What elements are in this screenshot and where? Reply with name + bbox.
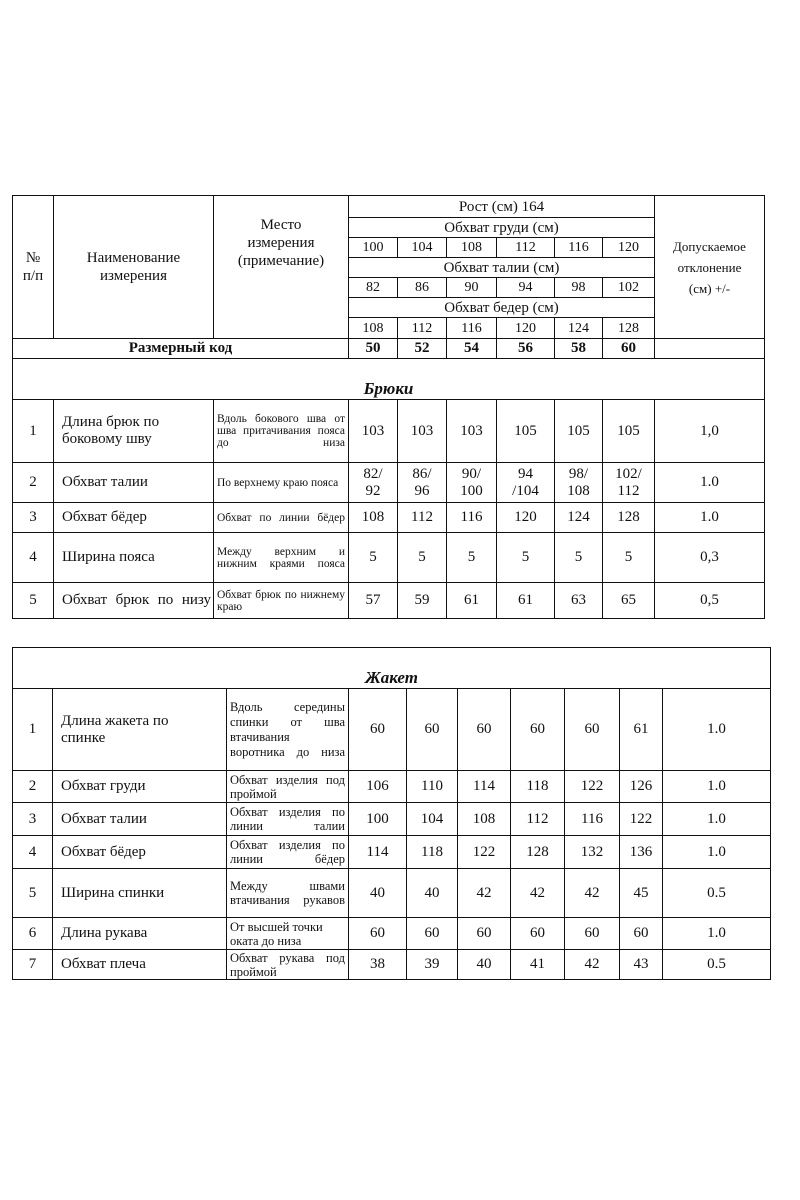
row-value: 60 bbox=[511, 918, 565, 950]
row-name: Обхват талии bbox=[54, 463, 214, 503]
row-place: Между верхним и нижним краями пояса bbox=[214, 533, 349, 583]
row-value: 5 bbox=[398, 533, 447, 583]
header-measurement-name: Наименование измерения bbox=[54, 196, 214, 339]
row-value: 42 bbox=[565, 869, 620, 918]
row-value: 116 bbox=[565, 803, 620, 836]
header-measurement-place: Место измерения (примечание) bbox=[214, 196, 349, 339]
row-name: Обхват талии bbox=[53, 803, 227, 836]
hips-value: 116 bbox=[447, 318, 497, 339]
row-value: 42 bbox=[511, 869, 565, 918]
row-number: 4 bbox=[13, 836, 53, 869]
row-value: 122 bbox=[620, 803, 663, 836]
chest-value: 116 bbox=[555, 238, 603, 258]
row-value: 60 bbox=[458, 918, 511, 950]
row-value: 132 bbox=[565, 836, 620, 869]
row-value: 45 bbox=[620, 869, 663, 918]
row-value: 94 /104 bbox=[497, 463, 555, 503]
row-number: 5 bbox=[13, 583, 54, 619]
row-tolerance: 0.5 bbox=[663, 869, 771, 918]
row-value: 60 bbox=[620, 918, 663, 950]
row-tolerance: 0.5 bbox=[663, 950, 771, 980]
table-row bbox=[13, 836, 771, 869]
row-value: 5 bbox=[447, 533, 497, 583]
row-place: Обхват по линии бёдер bbox=[214, 503, 349, 533]
size-code: 58 bbox=[555, 339, 603, 359]
row-value: 108 bbox=[458, 803, 511, 836]
row-value: 105 bbox=[555, 400, 603, 463]
row-value: 120 bbox=[497, 503, 555, 533]
table-row bbox=[13, 803, 771, 836]
row-name: Обхват груди bbox=[53, 771, 227, 803]
row-number: 6 bbox=[13, 918, 53, 950]
table-row bbox=[13, 918, 771, 950]
waist-value: 98 bbox=[555, 278, 603, 298]
row-value: 106 bbox=[349, 771, 407, 803]
header-number: № п/п bbox=[13, 196, 54, 339]
row-value: 98/ 108 bbox=[555, 463, 603, 503]
table-row bbox=[13, 583, 765, 619]
row-value: 60 bbox=[407, 689, 458, 771]
row-number: 3 bbox=[13, 803, 53, 836]
row-value: 61 bbox=[447, 583, 497, 619]
table-row bbox=[13, 463, 765, 503]
row-name: Длина рукава bbox=[53, 918, 227, 950]
row-tolerance: 1.0 bbox=[655, 503, 765, 533]
row-place: Обхват изделия по линии талии bbox=[227, 803, 349, 836]
row-tolerance: 1.0 bbox=[663, 771, 771, 803]
row-value: 90/ 100 bbox=[447, 463, 497, 503]
row-place: От высшей точки оката до низа bbox=[227, 918, 349, 950]
table-row bbox=[13, 950, 771, 980]
row-number: 2 bbox=[13, 463, 54, 503]
row-tolerance: 1,0 bbox=[655, 400, 765, 463]
row-value: 5 bbox=[603, 533, 655, 583]
row-place: Обхват изделия по линии бёдер bbox=[227, 836, 349, 869]
row-name: Ширина пояса bbox=[54, 533, 214, 583]
chest-value: 100 bbox=[349, 238, 398, 258]
row-value: 110 bbox=[407, 771, 458, 803]
header-height: Рост (см) 164 bbox=[349, 196, 655, 218]
row-value: 5 bbox=[555, 533, 603, 583]
waist-value: 86 bbox=[398, 278, 447, 298]
row-number: 5 bbox=[13, 869, 53, 918]
row-value: 38 bbox=[349, 950, 407, 980]
row-place: Обхват рукава под проймой bbox=[227, 950, 349, 980]
section-title-trousers: Брюки bbox=[13, 359, 765, 400]
row-value: 43 bbox=[620, 950, 663, 980]
row-value: 57 bbox=[349, 583, 398, 619]
row-value: 82/ 92 bbox=[349, 463, 398, 503]
row-value: 60 bbox=[565, 918, 620, 950]
row-value: 136 bbox=[620, 836, 663, 869]
row-number: 1 bbox=[13, 689, 53, 771]
row-place: Обхват изделия под проймой bbox=[227, 771, 349, 803]
size-code-label: Размерный код bbox=[13, 339, 349, 359]
size-code-empty bbox=[655, 339, 765, 359]
row-value: 128 bbox=[603, 503, 655, 533]
table-row bbox=[13, 869, 771, 918]
row-tolerance: 1.0 bbox=[663, 836, 771, 869]
row-value: 122 bbox=[565, 771, 620, 803]
header-tolerance: Допускаемое отклонение (см) +/- bbox=[655, 196, 765, 339]
row-name: Обхват брюк по низу bbox=[54, 583, 214, 619]
row-tolerance: 0,5 bbox=[655, 583, 765, 619]
trousers-size-table bbox=[12, 195, 765, 619]
row-value: 105 bbox=[603, 400, 655, 463]
row-value: 63 bbox=[555, 583, 603, 619]
row-number: 2 bbox=[13, 771, 53, 803]
row-value: 61 bbox=[497, 583, 555, 619]
row-place: Вдоль бокового шва от шва притачивания пояса до низа bbox=[214, 400, 349, 463]
row-name: Обхват плеча bbox=[53, 950, 227, 980]
row-name: Обхват бёдер bbox=[54, 503, 214, 533]
table-row bbox=[13, 400, 765, 463]
row-value: 108 bbox=[349, 503, 398, 533]
row-tolerance: 1.0 bbox=[655, 463, 765, 503]
row-tolerance: 1.0 bbox=[663, 803, 771, 836]
row-place: Обхват брюк по нижнему краю bbox=[214, 583, 349, 619]
row-value: 59 bbox=[398, 583, 447, 619]
row-value: 60 bbox=[349, 689, 407, 771]
hips-value: 128 bbox=[603, 318, 655, 339]
chest-value: 112 bbox=[497, 238, 555, 258]
row-value: 40 bbox=[458, 950, 511, 980]
row-tolerance: 0,3 bbox=[655, 533, 765, 583]
row-value: 40 bbox=[349, 869, 407, 918]
row-name: Длина жакета по спинке bbox=[53, 689, 227, 771]
chest-value: 120 bbox=[603, 238, 655, 258]
row-value: 65 bbox=[603, 583, 655, 619]
waist-value: 82 bbox=[349, 278, 398, 298]
row-value: 118 bbox=[407, 836, 458, 869]
size-code: 56 bbox=[497, 339, 555, 359]
row-name: Длина брюк по боковому шву bbox=[54, 400, 214, 463]
row-value: 126 bbox=[620, 771, 663, 803]
row-number: 4 bbox=[13, 533, 54, 583]
row-value: 103 bbox=[349, 400, 398, 463]
hips-value: 124 bbox=[555, 318, 603, 339]
row-value: 61 bbox=[620, 689, 663, 771]
row-value: 112 bbox=[398, 503, 447, 533]
row-value: 124 bbox=[555, 503, 603, 533]
row-value: 42 bbox=[458, 869, 511, 918]
row-place: Вдоль середины спинки от шва втачивания воротника до низа bbox=[227, 689, 349, 771]
row-tolerance: 1.0 bbox=[663, 689, 771, 771]
size-code: 50 bbox=[349, 339, 398, 359]
row-value: 60 bbox=[407, 918, 458, 950]
row-value: 100 bbox=[349, 803, 407, 836]
row-name: Обхват бёдер bbox=[53, 836, 227, 869]
row-value: 114 bbox=[458, 771, 511, 803]
row-value: 40 bbox=[407, 869, 458, 918]
table-row bbox=[13, 533, 765, 583]
row-value: 103 bbox=[398, 400, 447, 463]
header-waist-label: Обхват талии (см) bbox=[349, 258, 655, 278]
waist-value: 102 bbox=[603, 278, 655, 298]
row-value: 86/ 96 bbox=[398, 463, 447, 503]
row-value: 103 bbox=[447, 400, 497, 463]
row-value: 122 bbox=[458, 836, 511, 869]
size-code: 54 bbox=[447, 339, 497, 359]
row-number: 1 bbox=[13, 400, 54, 463]
row-value: 118 bbox=[511, 771, 565, 803]
size-code: 60 bbox=[603, 339, 655, 359]
hips-value: 112 bbox=[398, 318, 447, 339]
table-row bbox=[13, 689, 771, 771]
row-value: 114 bbox=[349, 836, 407, 869]
hips-value: 120 bbox=[497, 318, 555, 339]
row-value: 128 bbox=[511, 836, 565, 869]
row-place: По верхнему краю пояса bbox=[214, 463, 349, 503]
row-number: 3 bbox=[13, 503, 54, 533]
row-name: Ширина спинки bbox=[53, 869, 227, 918]
size-code: 52 bbox=[398, 339, 447, 359]
section-title-jacket: Жакет bbox=[13, 648, 771, 689]
table-row bbox=[13, 771, 771, 803]
row-value: 102/ 112 bbox=[603, 463, 655, 503]
hips-value: 108 bbox=[349, 318, 398, 339]
row-value: 105 bbox=[497, 400, 555, 463]
row-value: 42 bbox=[565, 950, 620, 980]
row-value: 104 bbox=[407, 803, 458, 836]
row-value: 39 bbox=[407, 950, 458, 980]
row-value: 5 bbox=[349, 533, 398, 583]
row-value: 5 bbox=[497, 533, 555, 583]
row-value: 60 bbox=[349, 918, 407, 950]
row-value: 41 bbox=[511, 950, 565, 980]
row-number: 7 bbox=[13, 950, 53, 980]
row-value: 60 bbox=[511, 689, 565, 771]
waist-value: 94 bbox=[497, 278, 555, 298]
row-value: 60 bbox=[458, 689, 511, 771]
waist-value: 90 bbox=[447, 278, 497, 298]
row-value: 60 bbox=[565, 689, 620, 771]
jacket-size-table bbox=[12, 647, 771, 980]
row-value: 112 bbox=[511, 803, 565, 836]
row-place: Между швами втачивания рукавов bbox=[227, 869, 349, 918]
row-value: 116 bbox=[447, 503, 497, 533]
table-row bbox=[13, 503, 765, 533]
header-chest-label: Обхват груди (см) bbox=[349, 218, 655, 238]
row-tolerance: 1.0 bbox=[663, 918, 771, 950]
chest-value: 104 bbox=[398, 238, 447, 258]
header-hips-label: Обхват бедер (см) bbox=[349, 298, 655, 318]
chest-value: 108 bbox=[447, 238, 497, 258]
